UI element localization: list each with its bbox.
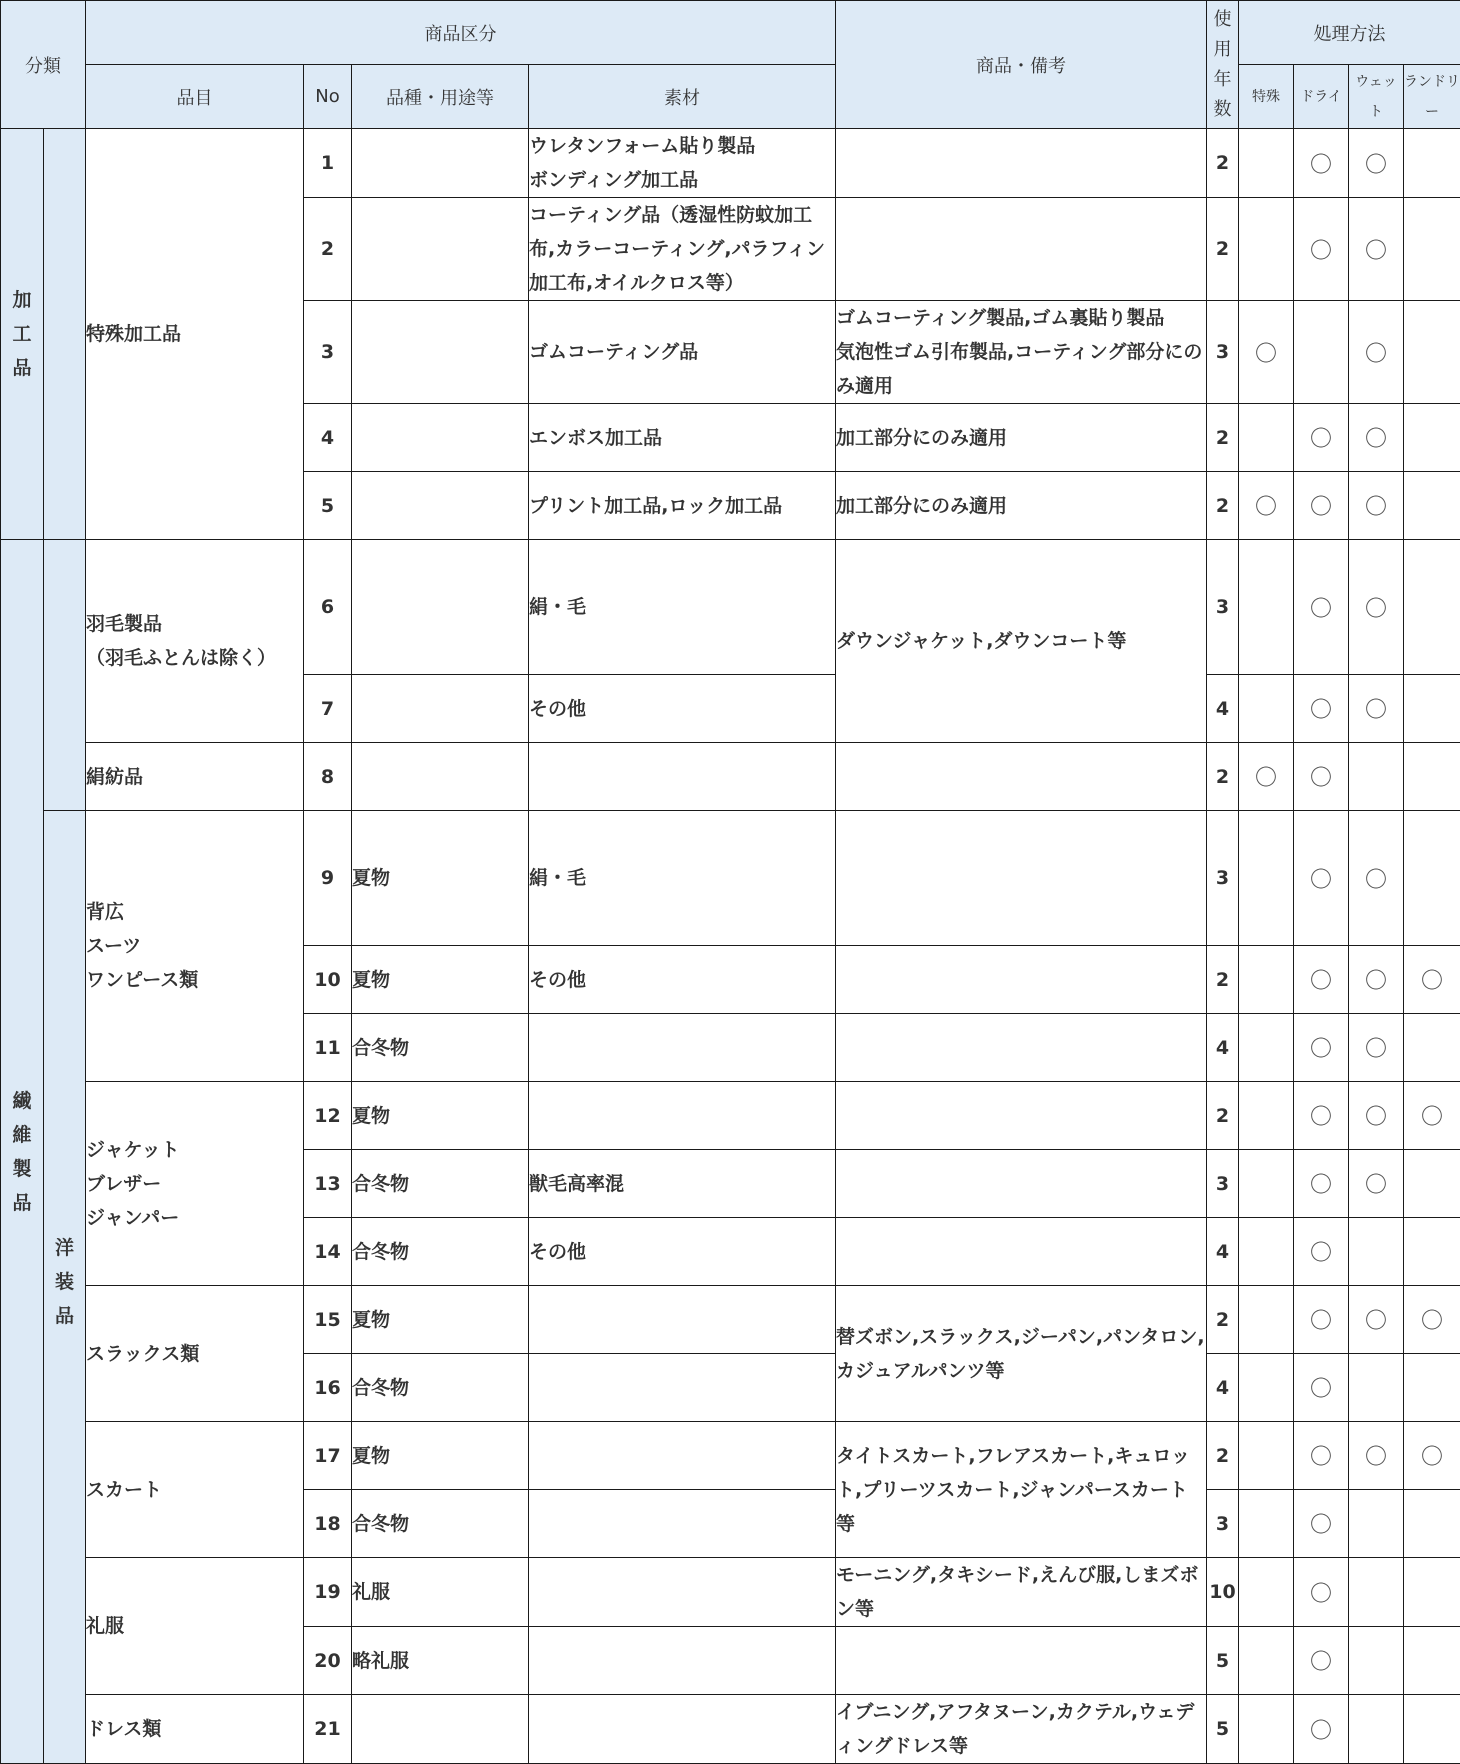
row-biko bbox=[836, 743, 1207, 811]
row-years: 4 bbox=[1207, 1014, 1239, 1082]
item-sebiro bbox=[86, 811, 304, 1082]
row-sozai: 絹・毛 bbox=[529, 811, 836, 946]
row-years: 2 bbox=[1207, 404, 1239, 472]
row-mark-wet: 〇 bbox=[1349, 946, 1404, 1014]
row-hinshu: 夏物 bbox=[352, 946, 529, 1014]
row-mark-laundry bbox=[1404, 129, 1460, 198]
row-sozai bbox=[529, 1354, 836, 1422]
row-hinshu bbox=[352, 301, 529, 404]
row-years: 2 bbox=[1207, 743, 1239, 811]
row-no: 8 bbox=[304, 743, 352, 811]
item-kenbou-label: 絹紡品 bbox=[86, 766, 143, 788]
row-mark-dry: 〇 bbox=[1294, 1695, 1349, 1764]
row-mark-dry: 〇 bbox=[1294, 1558, 1349, 1627]
row-mark-laundry bbox=[1404, 1558, 1460, 1627]
row-mark-tokushu: 〇 bbox=[1239, 301, 1294, 404]
row-mark-laundry bbox=[1404, 743, 1460, 811]
row-sozai bbox=[529, 1490, 836, 1558]
row-mark-tokushu bbox=[1239, 1354, 1294, 1422]
subcategory-yousouhin-text: 洋装品 bbox=[54, 1231, 75, 1333]
row-mark-tokushu bbox=[1239, 811, 1294, 946]
row-mark-tokushu bbox=[1239, 1558, 1294, 1627]
item-slacks-label: スラックス類 bbox=[86, 1343, 199, 1365]
row-years: 2 bbox=[1207, 129, 1239, 198]
row-mark-tokushu bbox=[1239, 1150, 1294, 1218]
header-shohin-kubun: 商品区分 bbox=[86, 1, 836, 65]
row-mark-dry: 〇 bbox=[1294, 1218, 1349, 1286]
row-mark-laundry bbox=[1404, 811, 1460, 946]
row-mark-tokushu bbox=[1239, 1627, 1294, 1695]
row-mark-tokushu bbox=[1239, 1014, 1294, 1082]
row-sozai bbox=[529, 1422, 836, 1490]
row-years: 3 bbox=[1207, 1150, 1239, 1218]
row-no: 21 bbox=[304, 1695, 352, 1764]
row-no: 12 bbox=[304, 1082, 352, 1150]
row-sozai bbox=[529, 1286, 836, 1354]
category-kakouhin bbox=[1, 129, 44, 540]
row-no: 5 bbox=[304, 472, 352, 540]
row-mark-dry: 〇 bbox=[1294, 1490, 1349, 1558]
row-hinshu bbox=[352, 404, 529, 472]
row-mark-wet bbox=[1349, 1695, 1404, 1764]
row-mark-laundry bbox=[1404, 1490, 1460, 1558]
row-no: 6 bbox=[304, 540, 352, 675]
header-shiyo-nensu bbox=[1207, 1, 1239, 129]
row-biko bbox=[836, 129, 1207, 198]
row-years: 3 bbox=[1207, 540, 1239, 675]
row-mark-wet bbox=[1349, 1558, 1404, 1627]
row-mark-laundry bbox=[1404, 1014, 1460, 1082]
row-mark-tokushu bbox=[1239, 1082, 1294, 1150]
row-mark-dry: 〇 bbox=[1294, 129, 1349, 198]
row-mark-wet: 〇 bbox=[1349, 129, 1404, 198]
row-mark-wet: 〇 bbox=[1349, 1150, 1404, 1218]
row-sozai bbox=[529, 1695, 836, 1764]
row-biko bbox=[836, 1150, 1207, 1218]
table-row bbox=[1, 1558, 1460, 1627]
item-sebiro-label: 背広 スーツ ワンピース類 bbox=[86, 901, 198, 991]
header-tokushu: 特殊 bbox=[1239, 65, 1294, 129]
row-hinshu bbox=[352, 472, 529, 540]
row-mark-dry: 〇 bbox=[1294, 946, 1349, 1014]
row-mark-dry: 〇 bbox=[1294, 1082, 1349, 1150]
row-hinshu: 礼服 bbox=[352, 1558, 529, 1627]
header-shohin-biko: 商品・備考 bbox=[836, 1, 1207, 129]
row-hinshu: 略礼服 bbox=[352, 1627, 529, 1695]
row-biko: タイトスカート,フレアスカート,キュロット,プリーツスカート,ジャンパースカート等 bbox=[836, 1422, 1207, 1558]
row-no: 7 bbox=[304, 675, 352, 743]
subcategory-yousouhin bbox=[44, 811, 86, 1764]
item-tokushu-kakouhin-label: 特殊加工品 bbox=[86, 323, 181, 345]
item-jacket bbox=[86, 1082, 304, 1286]
table-row bbox=[1, 540, 1460, 675]
row-mark-laundry bbox=[1404, 540, 1460, 675]
row-sozai: その他 bbox=[529, 675, 836, 743]
row-mark-dry: 〇 bbox=[1294, 811, 1349, 946]
row-mark-tokushu bbox=[1239, 404, 1294, 472]
row-mark-wet: 〇 bbox=[1349, 301, 1404, 404]
row-hinshu: 夏物 bbox=[352, 811, 529, 946]
row-mark-wet: 〇 bbox=[1349, 472, 1404, 540]
row-sozai bbox=[529, 743, 836, 811]
header-bunrui: 分類 bbox=[1, 1, 86, 129]
item-tokushu-kakouhin bbox=[86, 129, 304, 540]
row-no: 18 bbox=[304, 1490, 352, 1558]
row-biko bbox=[836, 1627, 1207, 1695]
row-sozai: コーティング品（透湿性防蚊加工布,カラーコーティング,パラフィン加工布,オイルクロス等） bbox=[529, 198, 836, 301]
row-hinshu bbox=[352, 198, 529, 301]
row-hinshu bbox=[352, 675, 529, 743]
row-biko bbox=[836, 811, 1207, 946]
header-hinmoku: 品目 bbox=[86, 65, 304, 129]
item-reifuku bbox=[86, 1558, 304, 1695]
row-biko: ゴムコーティング製品,ゴム裏貼り製品 気泡性ゴム引布製品,コーティング部分にのみ適用 bbox=[836, 301, 1207, 404]
header-hinshu: 品種・用途等 bbox=[352, 65, 529, 129]
row-years: 10 bbox=[1207, 1558, 1239, 1627]
row-hinshu bbox=[352, 540, 529, 675]
row-mark-laundry: 〇 bbox=[1404, 946, 1460, 1014]
row-mark-wet bbox=[1349, 743, 1404, 811]
row-biko: ダウンジャケット,ダウンコート等 bbox=[836, 540, 1207, 743]
row-no: 9 bbox=[304, 811, 352, 946]
subcategory-seni-blank bbox=[44, 540, 86, 811]
row-no: 14 bbox=[304, 1218, 352, 1286]
row-mark-laundry bbox=[1404, 198, 1460, 301]
row-sozai: 絹・毛 bbox=[529, 540, 836, 675]
table-row bbox=[1, 1082, 1460, 1150]
row-mark-dry bbox=[1294, 301, 1349, 404]
row-biko bbox=[836, 946, 1207, 1014]
row-years: 4 bbox=[1207, 1354, 1239, 1422]
row-hinshu: 合冬物 bbox=[352, 1354, 529, 1422]
row-years: 2 bbox=[1207, 1082, 1239, 1150]
row-years: 3 bbox=[1207, 1490, 1239, 1558]
row-hinshu bbox=[352, 129, 529, 198]
row-no: 3 bbox=[304, 301, 352, 404]
row-hinshu: 夏物 bbox=[352, 1082, 529, 1150]
row-sozai: その他 bbox=[529, 1218, 836, 1286]
row-sozai bbox=[529, 1627, 836, 1695]
row-hinshu: 夏物 bbox=[352, 1286, 529, 1354]
row-mark-dry: 〇 bbox=[1294, 675, 1349, 743]
header-shori-hoho: 処理方法 bbox=[1239, 1, 1460, 65]
table-row bbox=[1, 743, 1460, 811]
row-mark-wet: 〇 bbox=[1349, 1422, 1404, 1490]
row-mark-tokushu: 〇 bbox=[1239, 743, 1294, 811]
row-mark-wet bbox=[1349, 1490, 1404, 1558]
row-hinshu: 合冬物 bbox=[352, 1150, 529, 1218]
row-hinshu: 合冬物 bbox=[352, 1490, 529, 1558]
row-years: 4 bbox=[1207, 1218, 1239, 1286]
row-mark-tokushu bbox=[1239, 1286, 1294, 1354]
row-biko bbox=[836, 1082, 1207, 1150]
row-biko: 加工部分にのみ適用 bbox=[836, 472, 1207, 540]
row-biko bbox=[836, 198, 1207, 301]
row-mark-dry: 〇 bbox=[1294, 1014, 1349, 1082]
item-skirt-label: スカート bbox=[86, 1479, 162, 1501]
table-row bbox=[1, 129, 1460, 198]
item-umou-label: 羽毛製品 （羽毛ふとんは除く） bbox=[86, 613, 276, 669]
row-mark-wet: 〇 bbox=[1349, 1014, 1404, 1082]
row-sozai: エンボス加工品 bbox=[529, 404, 836, 472]
row-mark-laundry bbox=[1404, 1354, 1460, 1422]
row-hinshu bbox=[352, 1695, 529, 1764]
row-biko: 加工部分にのみ適用 bbox=[836, 404, 1207, 472]
row-mark-tokushu bbox=[1239, 675, 1294, 743]
row-no: 17 bbox=[304, 1422, 352, 1490]
table-row bbox=[1, 811, 1460, 946]
header-no: No bbox=[304, 65, 352, 129]
item-reifuku-label: 礼服 bbox=[86, 1615, 124, 1637]
row-mark-wet bbox=[1349, 1354, 1404, 1422]
row-sozai: プリント加工品,ロック加工品 bbox=[529, 472, 836, 540]
row-biko bbox=[836, 1014, 1207, 1082]
row-mark-dry: 〇 bbox=[1294, 198, 1349, 301]
row-mark-dry: 〇 bbox=[1294, 1422, 1349, 1490]
header-laundry: ランドリー bbox=[1404, 65, 1460, 129]
row-mark-dry: 〇 bbox=[1294, 404, 1349, 472]
row-years: 2 bbox=[1207, 472, 1239, 540]
subcategory-kakouhin-blank bbox=[44, 129, 86, 540]
row-mark-wet: 〇 bbox=[1349, 675, 1404, 743]
table-row bbox=[1, 1695, 1460, 1764]
row-mark-tokushu: 〇 bbox=[1239, 472, 1294, 540]
row-mark-laundry bbox=[1404, 472, 1460, 540]
row-mark-tokushu bbox=[1239, 1490, 1294, 1558]
row-mark-laundry bbox=[1404, 1627, 1460, 1695]
row-hinshu: 夏物 bbox=[352, 1422, 529, 1490]
row-mark-laundry bbox=[1404, 404, 1460, 472]
row-mark-wet: 〇 bbox=[1349, 540, 1404, 675]
category-seni-seihin bbox=[1, 540, 44, 1764]
row-biko: モーニング,タキシード,えんび服,しまズボン等 bbox=[836, 1558, 1207, 1627]
item-umou bbox=[86, 540, 304, 743]
row-hinshu: 合冬物 bbox=[352, 1218, 529, 1286]
row-mark-laundry: 〇 bbox=[1404, 1082, 1460, 1150]
item-slacks bbox=[86, 1286, 304, 1422]
row-no: 2 bbox=[304, 198, 352, 301]
item-skirt bbox=[86, 1422, 304, 1558]
category-kakouhin-text: 加工品 bbox=[12, 283, 33, 385]
row-mark-dry: 〇 bbox=[1294, 743, 1349, 811]
row-mark-dry: 〇 bbox=[1294, 540, 1349, 675]
item-dress-label: ドレス類 bbox=[86, 1718, 161, 1740]
row-no: 19 bbox=[304, 1558, 352, 1627]
row-biko: 替ズボン,スラックス,ジーパン,パンタロン,カジュアルパンツ等 bbox=[836, 1286, 1207, 1422]
row-years: 2 bbox=[1207, 198, 1239, 301]
row-mark-wet bbox=[1349, 1627, 1404, 1695]
row-mark-wet: 〇 bbox=[1349, 198, 1404, 301]
row-no: 11 bbox=[304, 1014, 352, 1082]
row-years: 5 bbox=[1207, 1627, 1239, 1695]
row-mark-tokushu bbox=[1239, 129, 1294, 198]
row-sozai: 獣毛高率混 bbox=[529, 1150, 836, 1218]
header-shiyo-nensu-text: 使用年数 bbox=[1213, 5, 1233, 125]
row-hinshu: 合冬物 bbox=[352, 1014, 529, 1082]
row-mark-laundry bbox=[1404, 1150, 1460, 1218]
row-mark-dry: 〇 bbox=[1294, 1150, 1349, 1218]
row-mark-laundry bbox=[1404, 301, 1460, 404]
row-no: 10 bbox=[304, 946, 352, 1014]
row-years: 5 bbox=[1207, 1695, 1239, 1764]
row-mark-wet: 〇 bbox=[1349, 1286, 1404, 1354]
row-years: 3 bbox=[1207, 811, 1239, 946]
row-mark-tokushu bbox=[1239, 540, 1294, 675]
row-sozai bbox=[529, 1082, 836, 1150]
item-kenbou bbox=[86, 743, 304, 811]
header-row-2 bbox=[1, 65, 1460, 129]
row-years: 3 bbox=[1207, 301, 1239, 404]
header-sozai: 素材 bbox=[529, 65, 836, 129]
row-mark-laundry bbox=[1404, 1695, 1460, 1764]
header-wet: ウェット bbox=[1349, 65, 1404, 129]
row-mark-tokushu bbox=[1239, 198, 1294, 301]
row-mark-dry: 〇 bbox=[1294, 1627, 1349, 1695]
row-no: 1 bbox=[304, 129, 352, 198]
table-row bbox=[1, 1422, 1460, 1490]
row-mark-wet bbox=[1349, 1218, 1404, 1286]
row-mark-dry: 〇 bbox=[1294, 472, 1349, 540]
row-no: 4 bbox=[304, 404, 352, 472]
row-mark-dry: 〇 bbox=[1294, 1354, 1349, 1422]
row-years: 2 bbox=[1207, 1422, 1239, 1490]
row-mark-tokushu bbox=[1239, 946, 1294, 1014]
row-sozai bbox=[529, 1558, 836, 1627]
row-no: 15 bbox=[304, 1286, 352, 1354]
category-seni-seihin-text: 繊維製品 bbox=[12, 1084, 33, 1220]
row-sozai bbox=[529, 1014, 836, 1082]
row-mark-wet: 〇 bbox=[1349, 811, 1404, 946]
row-no: 16 bbox=[304, 1354, 352, 1422]
row-biko bbox=[836, 1218, 1207, 1286]
row-mark-laundry bbox=[1404, 1218, 1460, 1286]
row-years: 4 bbox=[1207, 675, 1239, 743]
row-biko: イブニング,アフタヌーン,カクテル,ウェディングドレス等 bbox=[836, 1695, 1207, 1764]
row-years: 2 bbox=[1207, 946, 1239, 1014]
row-mark-wet: 〇 bbox=[1349, 404, 1404, 472]
row-mark-tokushu bbox=[1239, 1218, 1294, 1286]
row-mark-laundry: 〇 bbox=[1404, 1286, 1460, 1354]
row-mark-laundry bbox=[1404, 675, 1460, 743]
table-row bbox=[1, 1286, 1460, 1354]
row-sozai: ゴムコーティング品 bbox=[529, 301, 836, 404]
row-no: 20 bbox=[304, 1627, 352, 1695]
row-mark-tokushu bbox=[1239, 1422, 1294, 1490]
row-sozai: ウレタンフォーム貼り製品 ボンディング加工品 bbox=[529, 129, 836, 198]
row-mark-dry: 〇 bbox=[1294, 1286, 1349, 1354]
row-years: 2 bbox=[1207, 1286, 1239, 1354]
row-mark-wet: 〇 bbox=[1349, 1082, 1404, 1150]
item-dress bbox=[86, 1695, 304, 1764]
row-sozai: その他 bbox=[529, 946, 836, 1014]
header-dry: ドライ bbox=[1294, 65, 1349, 129]
item-jacket-label: ジャケット ブレザー ジャンパー bbox=[86, 1139, 180, 1229]
row-mark-tokushu bbox=[1239, 1695, 1294, 1764]
row-no: 13 bbox=[304, 1150, 352, 1218]
header-row-1 bbox=[1, 1, 1460, 65]
row-mark-laundry: 〇 bbox=[1404, 1422, 1460, 1490]
row-hinshu bbox=[352, 743, 529, 811]
